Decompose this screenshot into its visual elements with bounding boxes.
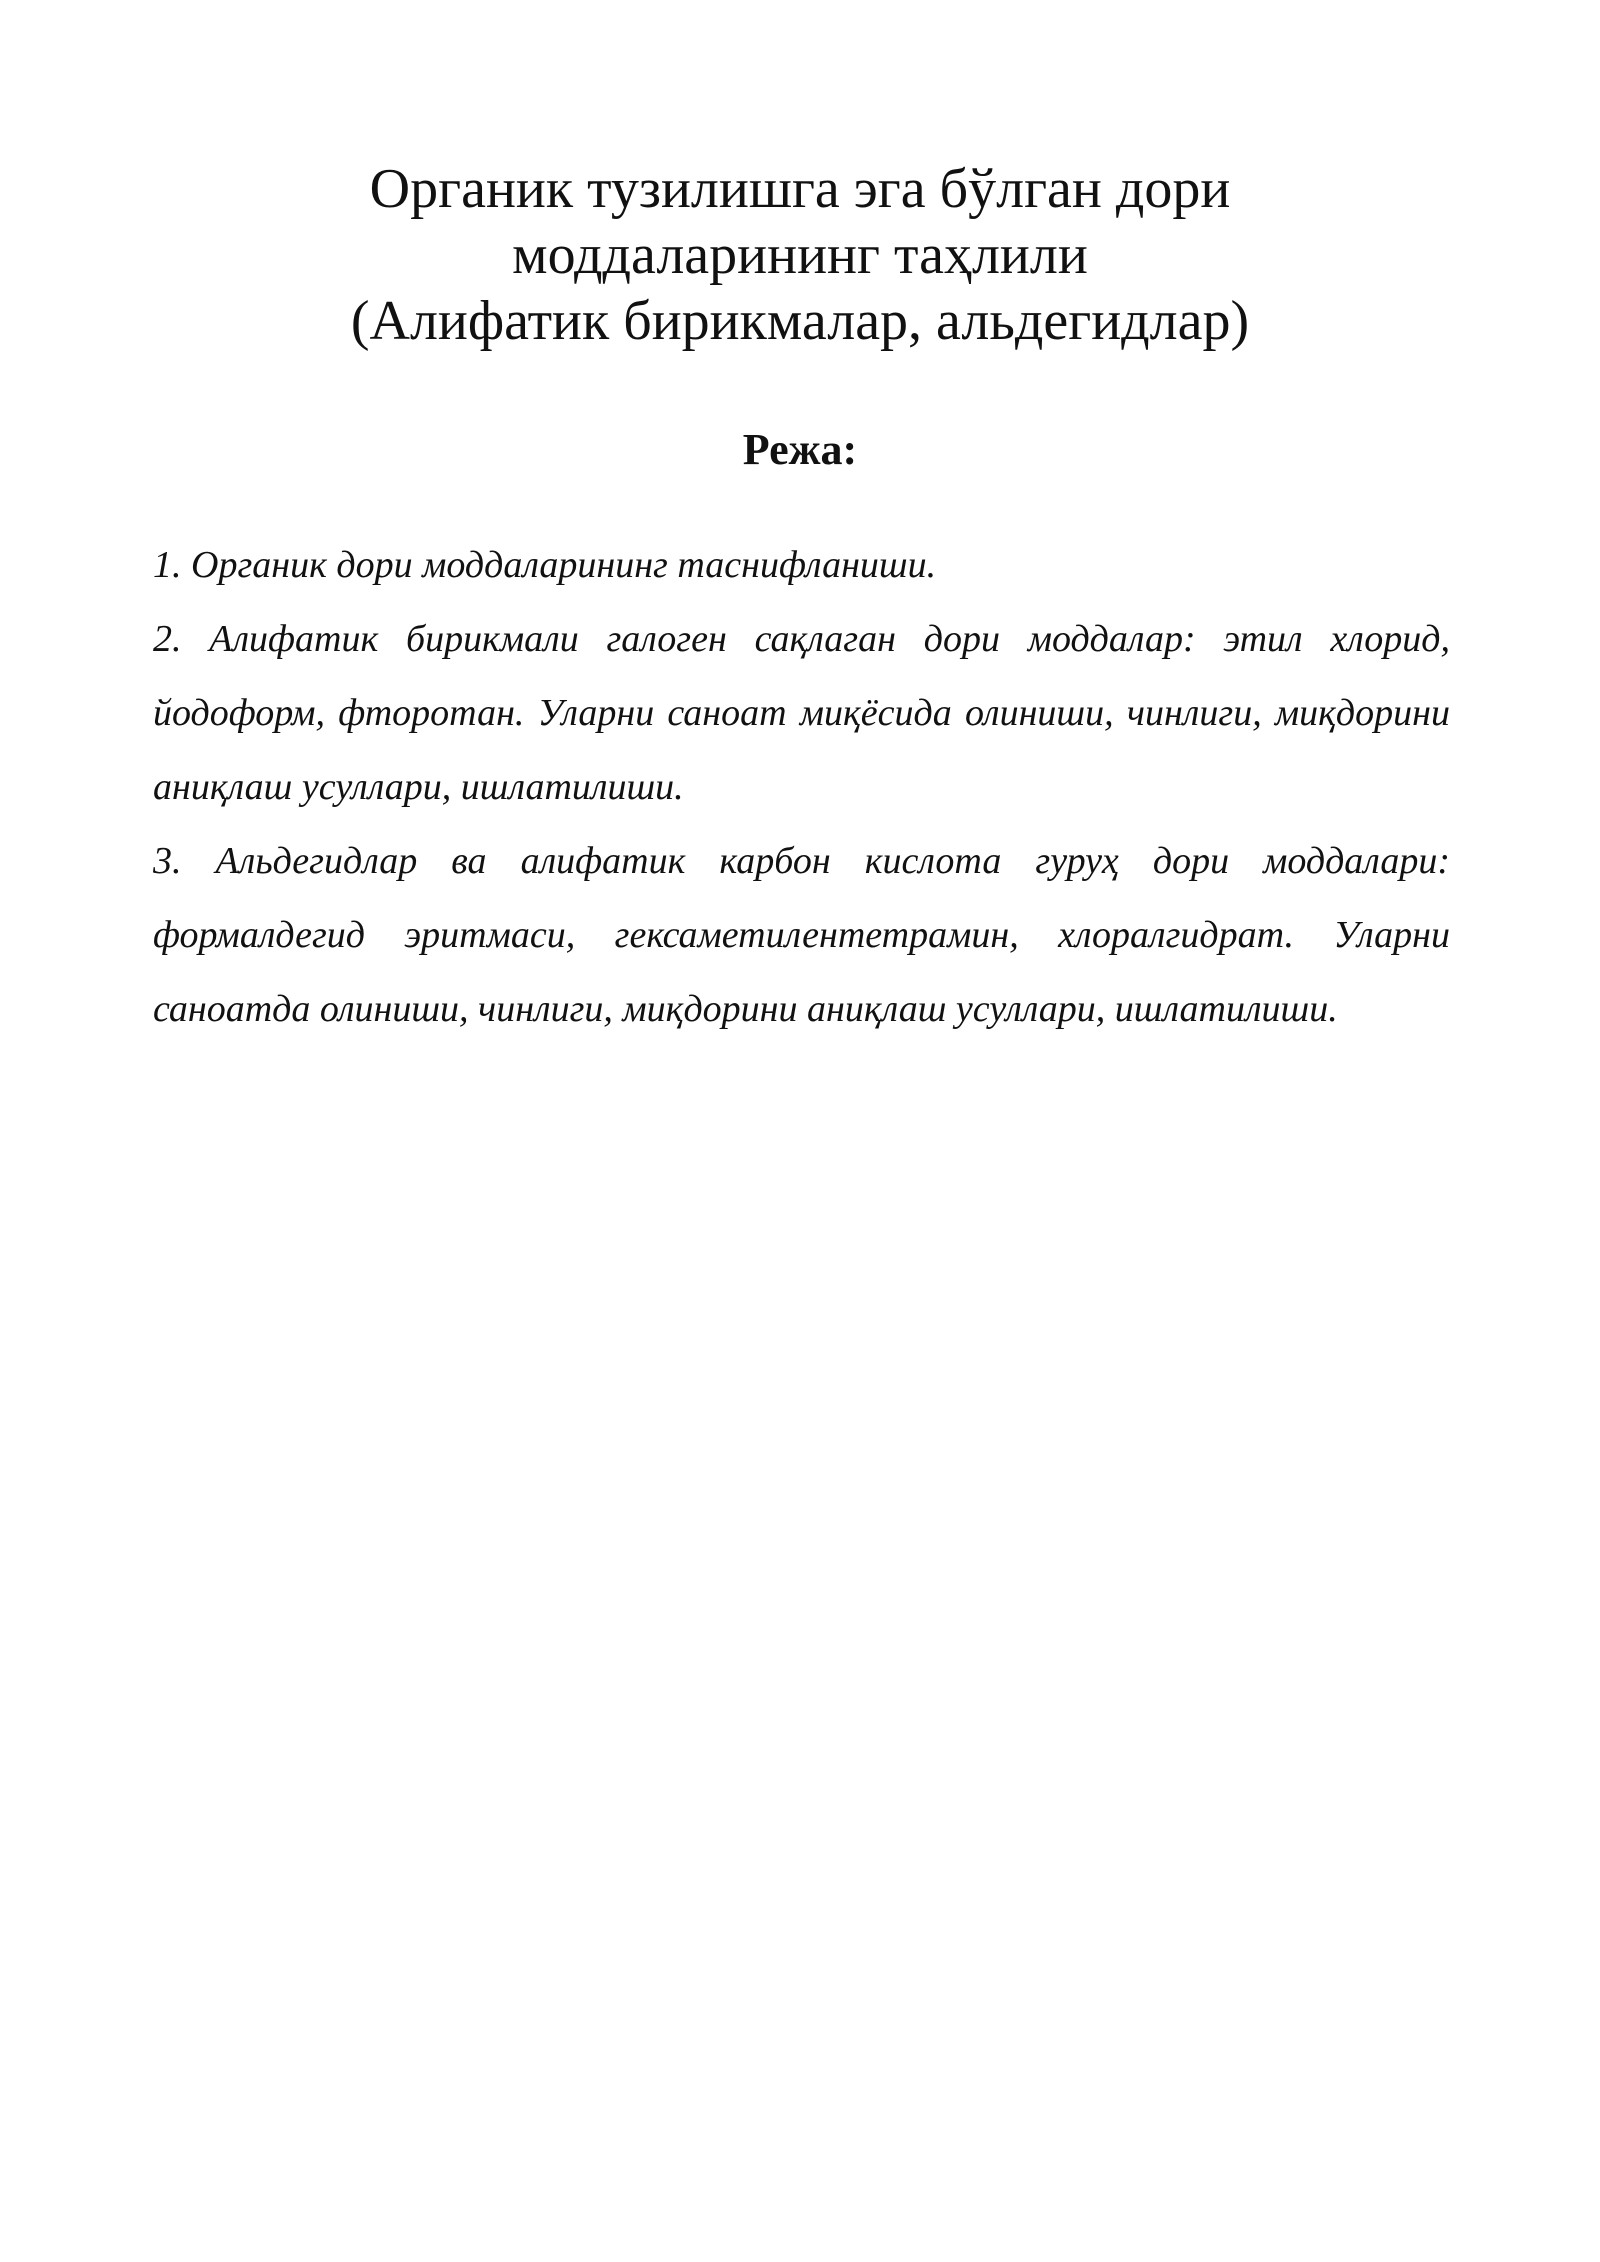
plan-list <box>153 528 1450 1046</box>
title-line-1: Органик тузилишга эга бўлган дори <box>369 158 1231 220</box>
document-title <box>300 156 1300 354</box>
plan-item-1: 1. Органик дори моддаларининг таснифланиши. <box>153 544 937 586</box>
plan-heading: Режа: <box>742 425 858 474</box>
title-line-3: (Алифатик бирикмалар, альдегидлар) <box>350 290 1250 352</box>
plan-item-2: 2. Алифатик бирикмали галоген сақлаган дори моддалар: этил хлорид, йодоформ, фторотан. Уларни саноат миқёсида олиниши, чинлиги, миқдорини аниқлаш усуллари, ишлатилиши. <box>153 618 1450 808</box>
title-line-2: моддаларининг таҳлили <box>512 224 1088 286</box>
plan-item-3: 3. Альдегидлар ва алифатик карбон кислота гуруҳ дори моддалари: формалдегид эритмаси, гексаметилентетрамин, хлоралгидрат. Уларни саноатда олиниши, чинлиги, миқдорини аниқлаш усуллари, ишлатилиши. <box>153 840 1450 1030</box>
